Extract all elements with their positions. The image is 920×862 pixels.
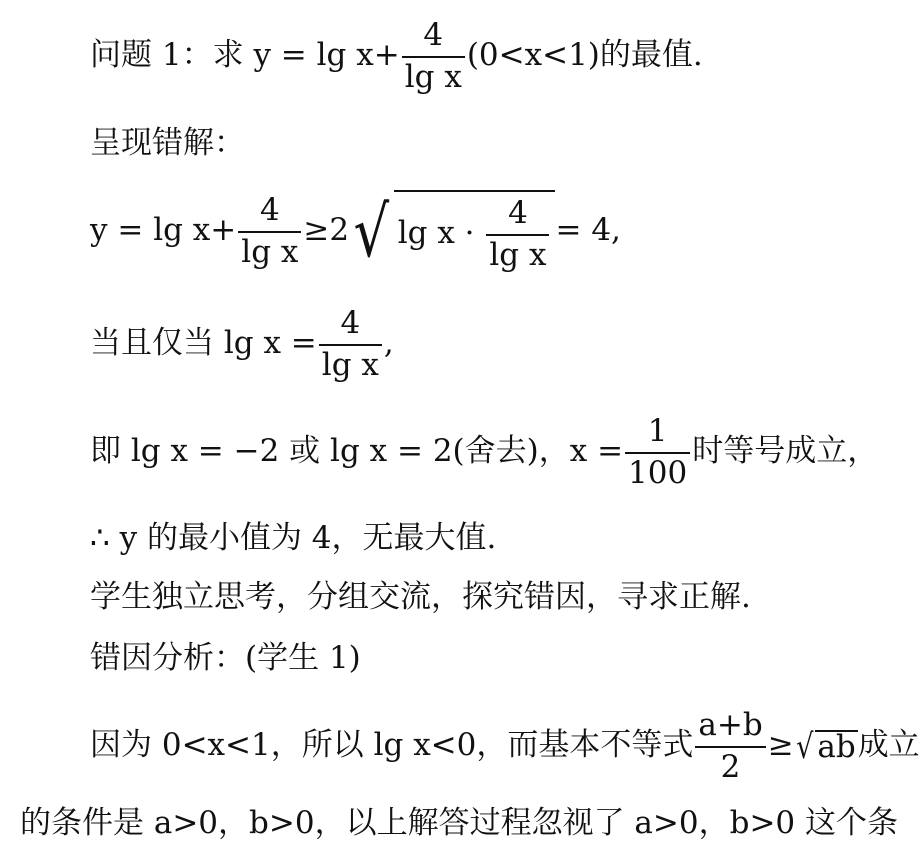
problem-expr-a: y = lg x+ [253,37,400,74]
eq3-a: 即 lg x = −2 或 lg x = 2(舍去)，x = [90,433,624,470]
reason-a: 因为 0<x<1，所以 lg x<0，而基本不等式 [90,727,694,764]
fraction [695,708,765,785]
radicand: ab [817,729,856,766]
fraction [486,196,549,273]
eq3-b: 时等号成立， [692,433,879,470]
fraction-numerator: 4 [319,306,382,346]
reason-b: ≥ [767,727,794,764]
fraction-numerator: 4 [402,18,465,58]
student-think-line: 学生独立思考，分组交流，探究错因，寻求正解. [90,579,751,615]
fraction-denominator: lg x [404,58,462,95]
fraction-denominator: lg x [489,236,547,273]
problem-expr-b: (0<x<1)的最值. [466,37,703,74]
square-root [349,190,555,273]
reason-line [90,708,920,785]
analysis-label: 错因分析：(学生 1) [90,640,361,676]
radical-sign-icon: √ [353,190,390,273]
fraction [319,306,382,383]
problem-line [90,18,703,95]
fraction [402,18,465,95]
fraction-numerator: 4 [238,193,301,233]
eq1-c: = 4, [555,212,621,249]
fraction-numerator: a+b [695,708,765,748]
equality-condition-line [90,306,394,383]
fraction-denominator: 100 [628,454,688,491]
conclusion-line: ∴ y 的最小值为 4，无最大值. [90,520,497,556]
radical-sign-icon: √ [795,726,814,767]
radicand [394,190,556,273]
fraction-denominator: 2 [720,748,741,785]
problem-title: 问题 1：求 [90,37,254,74]
fraction [625,414,690,491]
fraction-numerator: 1 [625,414,690,454]
fraction [238,193,301,270]
eq2-b: , [383,325,394,362]
eq1-rad-a: lg x · [397,215,485,252]
fraction-denominator: lg x [321,346,379,383]
square-root [794,726,858,767]
fraction-numerator: 4 [486,196,549,236]
reason-c: 成立 [857,727,920,764]
eq1-b: ≥2 [303,212,350,249]
eq2-a: 当且仅当 lg x = [90,325,317,362]
eq1-a: y = lg x+ [90,212,237,249]
wrong-solution-label: 呈现错解： [90,125,245,161]
solution-line [90,414,878,491]
fraction-denominator: lg x [241,233,299,270]
last-line: 的条件是 a>0，b>0，以上解答过程忽视了 a>0，b>0 这个条 [20,805,899,841]
inequality-line [90,190,621,273]
